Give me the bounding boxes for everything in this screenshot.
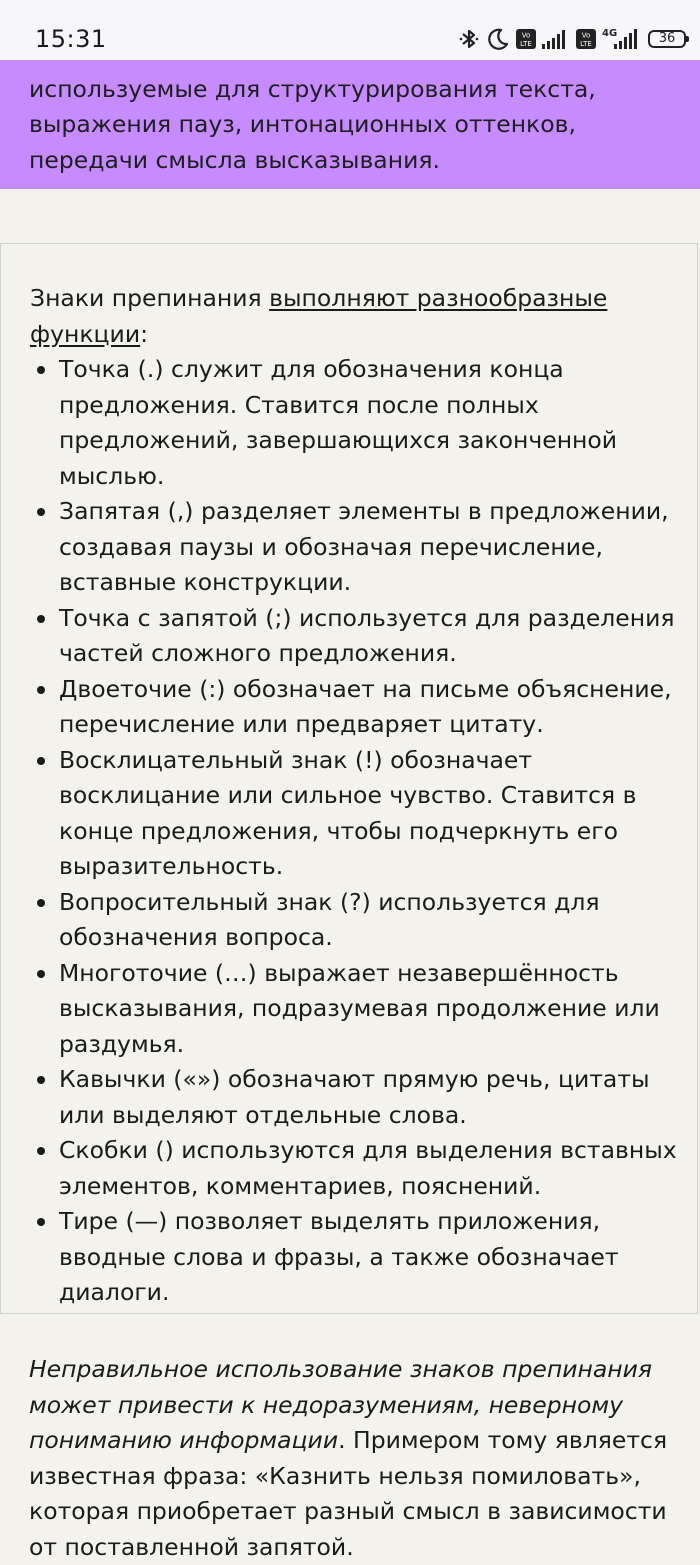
svg-text:LTE: LTE (580, 40, 592, 48)
punctuation-functions-card (0, 243, 698, 1314)
list-item-comma: Запятая (,) разделяет элементы в предложении, создавая паузы и обозначая перечисление, вставные конструкции. (59, 494, 684, 601)
svg-text:Vo: Vo (581, 31, 591, 40)
signal-strength-icon (542, 28, 570, 50)
list-item-ellipsis: Многоточие (…) выражает незавершённость высказывания, подразумевая продолжение или раздумья. (59, 956, 684, 1063)
misuse-rest-text: . Примером тому является известная фраза: «Казнить нельзя помиловать», которая приобретает разный смысл в зависимости от поставленной запятой. (29, 1426, 668, 1561)
svg-text:Vo: Vo (521, 31, 531, 40)
card-intro (30, 281, 670, 352)
signal-4g-icon (602, 27, 638, 51)
bluetooth-icon (458, 27, 480, 51)
intro-prefix: Знаки препинания (30, 284, 270, 312)
intro-suffix: : (140, 319, 149, 348)
misuse-paragraph (29, 1352, 679, 1565)
list-item-exclamation: Восклицательный знак (!) обозначает восклицание или сильное чувство. Ставится в конце предложения, чтобы подчеркнуть его выразительность. (59, 743, 684, 885)
definition-text: используемые для структурирования текста, выражения пауз, интонационных оттенков, передачи смысла высказывания. (29, 74, 596, 174)
list-item-colon: Двоеточие (:) обозначает на письме объяснение, перечисление или предваряет цитату. (59, 672, 684, 743)
svg-text:LTE: LTE (520, 40, 532, 48)
volte-icon (516, 28, 536, 50)
list-item-dash: Тире (—) позволяет выделять приложения, вводные слова и фразы, а также обозначает диалоги. (59, 1204, 684, 1311)
battery-icon: 36 (648, 30, 686, 48)
do-not-disturb-moon-icon (486, 27, 510, 51)
list-item-quotes: Кавычки («») обозначают прямую речь, цитаты или выделяют отдельные слова. (59, 1062, 684, 1133)
punctuation-list (59, 352, 684, 1311)
list-item-semicolon: Точка с запятой (;) используется для разделения частей сложного предложения. (59, 601, 684, 672)
functions-link[interactable]: выполняют разнообразные функции (30, 284, 608, 348)
status-time: 15:31 (35, 25, 107, 53)
volte-icon-2 (576, 28, 596, 50)
misuse-italic-text: Неправильное использование знаков препинания может привести к недоразумениям, неверному пониманию информации (29, 1355, 653, 1454)
list-item-brackets: Скобки () используются для выделения вставных элементов, комментариев, пояснений. (59, 1133, 684, 1204)
svg-text:4G: 4G (602, 28, 618, 39)
list-item-question: Вопросительный знак (?) используется для обозначения вопроса. (59, 885, 684, 956)
status-bar (0, 0, 700, 60)
list-item-period: Точка (.) служит для обозначения конца предложения. Ставится после полных предложений, завершающихся законченной мыслью. (59, 352, 684, 494)
status-icons (458, 24, 686, 54)
